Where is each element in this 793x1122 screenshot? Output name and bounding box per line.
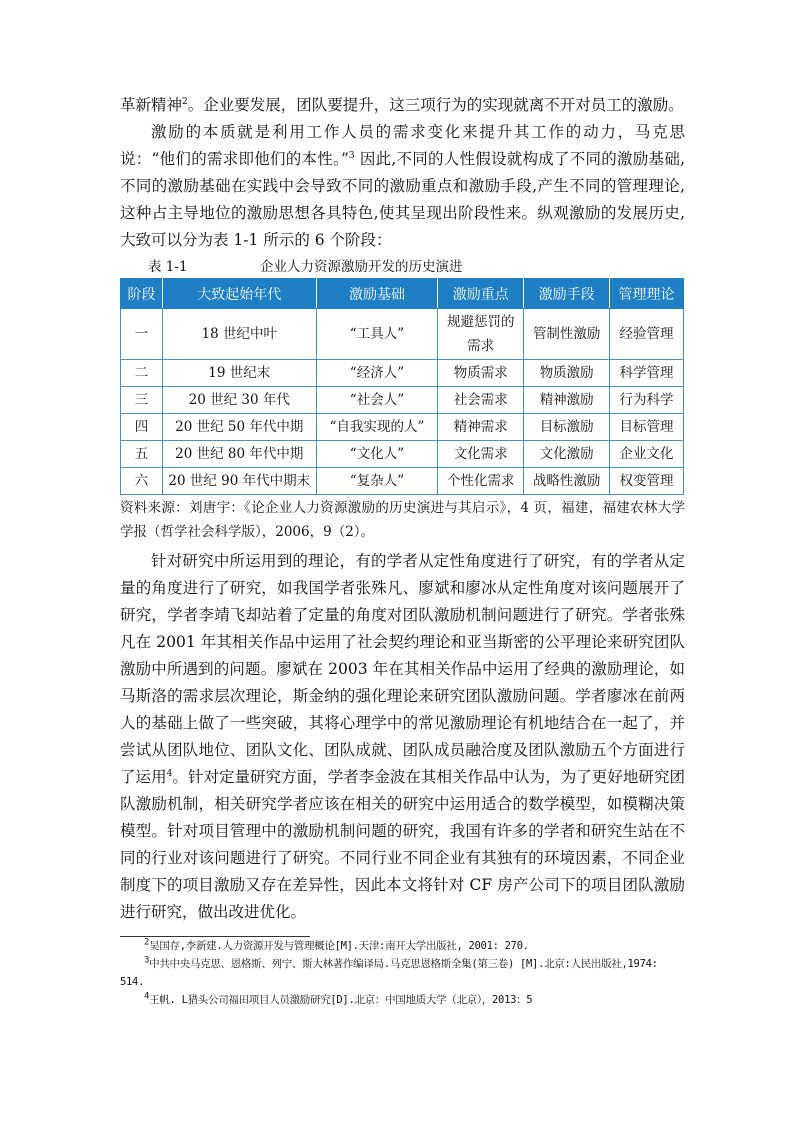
history-table [120,278,684,495]
text-run: 。企业要发展，团队要提升，这三项行为的实现就离不开对员工的激励。 [187,96,684,114]
table-cell: 20 世纪 80 年代中期 [162,441,316,468]
header-cell: 激励手段 [524,279,610,309]
table-cell: 六 [121,468,163,495]
table-cell: 19 世纪末 [162,360,316,387]
table-cell: “自我实现的人” [316,414,438,441]
table-cell: 精神激励 [524,387,610,414]
table-cell-text: 规避惩罚的需求 [447,314,515,354]
table-row [121,360,684,387]
table-cell: 20 世纪 50 年代中期 [162,414,316,441]
footnote-text: 中共中央马克思、恩格斯、列宁、斯大林著作编译局.马克思恩格斯全集(第三卷) [M].北京:人民出版社,1974: 514. [120,958,658,988]
table-cell: 四 [121,414,163,441]
document-page [120,92,685,1009]
paragraph-motivation [120,119,685,254]
text-run: 因此,不同的人性假设就构成了不同的激励基础,不同的激励基础在实践中会导致不同的激励重点和激励手段,产生不同的管理理论,这种占主导地位的激励思想各具特色,使其呈现出阶段性来。纵观激励的发展历史,大致可以分为表 1-1 所示的 6 个阶段： [120,150,685,249]
table-cell: “工具人” [316,309,438,360]
table-cell: 18 世纪中叶 [162,309,316,360]
footnote-text: 吴国存,李新建.人力资源开发与管理概论[M].天津:南开大学出版社, 2001: 270. [149,940,529,952]
footnote-ref: 4 [166,768,173,779]
table-cell: 文化需求 [438,441,524,468]
table-cell: 物质激励 [524,360,610,387]
table-cell: 五 [121,441,163,468]
header-cell: 激励重点 [438,279,524,309]
table-cell: “经济人” [316,360,438,387]
table-cell [438,309,524,360]
table-row [121,468,684,495]
paragraph-research [120,548,685,926]
footnote-ref: 2 [182,96,188,107]
table-cell: 一 [121,309,163,360]
table-cell: 三 [121,387,163,414]
table-cell: 二 [121,360,163,387]
text-run: 激励的本质就是利用工作人员的需求变化来提升其工作的动力，马克思说：“他们的需求即他们的本性。” [120,123,685,168]
footnote-text: 王帆. L猎头公司福田项目人员激励研究[D].北京：中国地质大学（北京），2013：5 [149,994,533,1006]
header-cell: 管理理论 [610,279,684,309]
table-cell: 物质需求 [438,360,524,387]
footnote-number: 4 [144,991,150,1002]
table-cell: 行为科学 [610,387,684,414]
table-cell: 20 世纪 90 年代中期末 [162,468,316,495]
table-cell: 20 世纪 30 年代 [162,387,316,414]
table-cell: 经验管理 [610,309,684,360]
table-cell: 科学管理 [610,360,684,387]
table-cell: 个性化需求 [438,468,524,495]
table-cell: “文化人” [316,441,438,468]
table-row [121,387,684,414]
table-source: 资料来源：刘唐宇：《论企业人力资源激励的历史演进与其启示》，4 页，福建，福建农林大学学报（哲学社会科学版），2006，9（2）。 [120,500,685,540]
table-row [121,441,684,468]
footnote-number: 3 [144,955,150,966]
footnote-number: 2 [144,937,150,948]
text-run: 革新精神 [120,96,183,114]
footnote [120,955,685,991]
table-cell: 战略性激励 [524,468,610,495]
table-cell: 目标激励 [524,414,610,441]
table-cell: 精神需求 [438,414,524,441]
table-cell: 管制性激励 [524,309,610,360]
footnote [120,937,685,955]
header-cell: 大致起始年代 [162,279,316,309]
table-number: 表 1-1 [148,259,188,275]
header-cell: 激励基础 [316,279,438,309]
footnote [120,991,685,1009]
header-cell: 阶段 [121,279,163,309]
table-cell: 文化激励 [524,441,610,468]
text-run: 针对研究中所运用到的理论，有的学者从定性角度进行了研究，有的学者从定量的角度进行了研究，如我国学者张殊凡、廖斌和廖冰从定性角度对该问题展开了研究，学者李靖飞却站着了定量的角度对团队激励机制问题进行了研究。学者张殊凡在 2001 年其相关作品中运用了社会契约理论和亚当斯密的公平理论来研究团队激励中所遇到的问题。廖斌在 2003 年在其相关作品中运用了经典的激励理论，如马斯洛的需求层次理论，斯金纳的强化理论来研究团队激励问题。学者廖冰在前两人的基础上做了一些突破，其将心理学中的常见激励理论有机地结合在一起了，并尝试从团队地位、团队文化、团队成就、团队成员融洽度及团队激励五个方面进行了运用 [120,552,685,786]
table-cell: 目标管理 [610,414,684,441]
table-cell: “复杂人” [316,468,438,495]
table-row [121,309,684,360]
table-cell: “社会人” [316,387,438,414]
table-header-row [121,279,684,309]
table-cell: 权变管理 [610,468,684,495]
table-cell: 企业文化 [610,441,684,468]
text-run: 。针对定量研究方面，学者李金波在其相关作品中认为，为了更好地研究团队激励机制，相关研究学者应该在相关的研究中运用适合的数学模型，如模糊决策模型。针对项目管理中的激励机制问题的研究，我国有许多的学者和研究生站在不同的行业对该问题进行了研究。不同行业不同企业有其独有的环境因素，不同企业制度下的项目激励又存在差异性，因此本文将针对 CF 房产公司下的项目团队激励进行研究，做出改进优化。 [120,768,685,921]
paragraph-intro-end [120,92,685,119]
table-cell: 社会需求 [438,387,524,414]
table-caption [120,256,685,278]
table-row [121,414,684,441]
footnote-ref: 3 [348,150,355,161]
table-title: 企业人力资源激励开发的历史演进 [260,259,463,275]
